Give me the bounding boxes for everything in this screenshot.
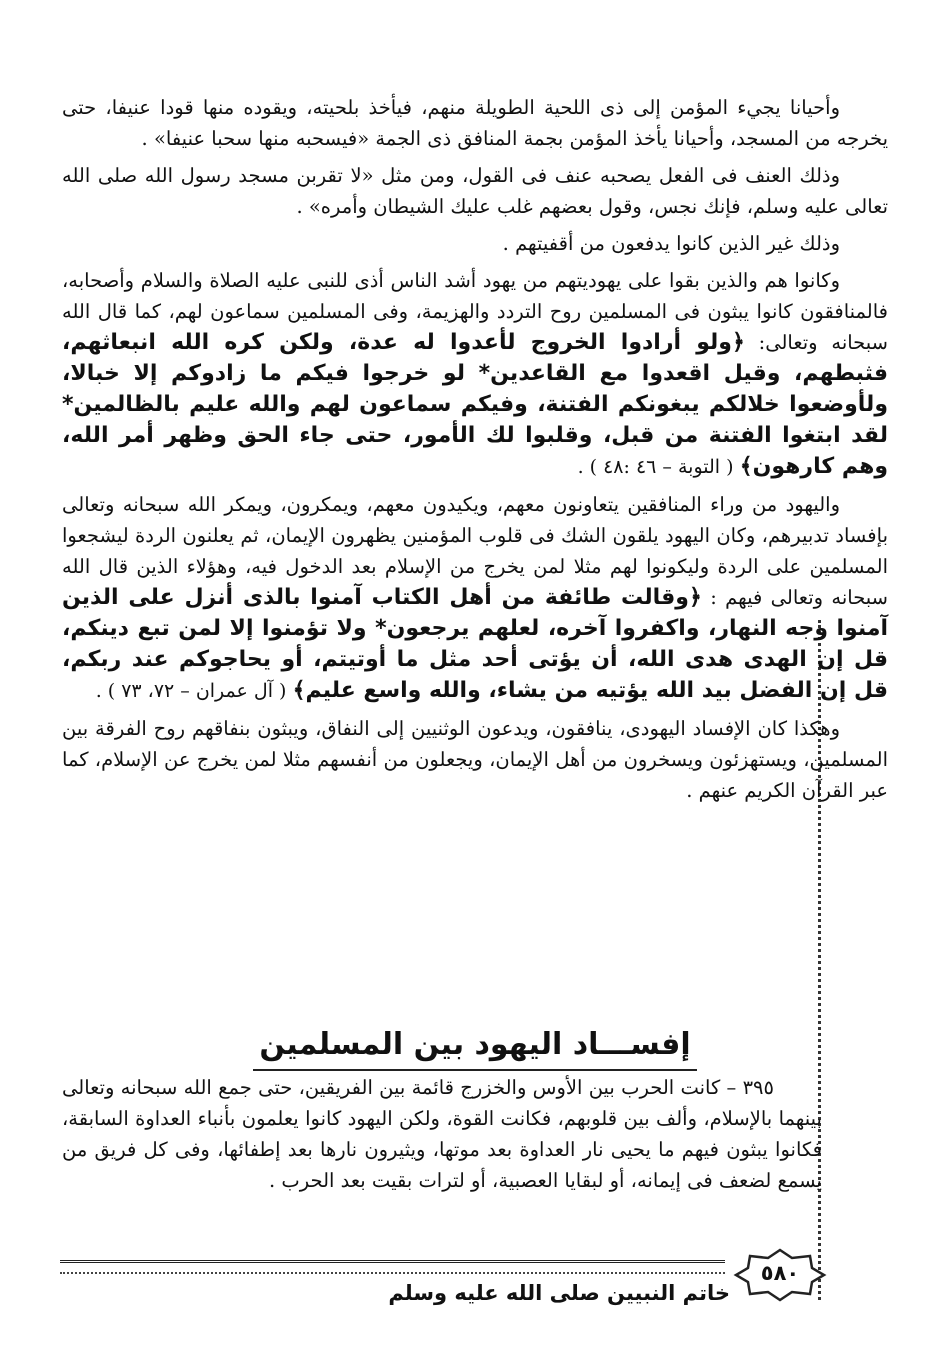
book-title: خاتم النبيين صلى الله عليه وسلم: [388, 1281, 730, 1305]
section-paragraph: [62, 1072, 822, 1196]
paragraph-5: [62, 489, 888, 707]
section-heading: إفســـاد اليهود بين المسلمين: [253, 1023, 696, 1071]
section-body: [62, 1072, 822, 1202]
paragraph-3: [62, 228, 888, 259]
page-number: ٥٨٠: [760, 1261, 800, 1285]
quran-verse: ﴿وقالت طائفة من أهل الكتاب آمنوا بالذى أنزل على الذين آمنوا وجه النهار، واكفروا آخره، لعلهم يرجعون* ولا تؤمنوا إلا لمن تبع دينكم، قل إن الهدى هدى الله، أن يؤتى أحد مثل ما أوتيتم، أو يحاجوكم عند ربكم، قل إن الفضل بيد الله يؤتيه من يشاء، والله واسع عليم﴾: [62, 585, 888, 703]
paragraph-text: وهكذا كان الإفساد اليهودى، ينافقون، ويدعون الوثنيين إلى النفاق، ويبثون بنفاقهم روح الفرقة بين المسلمين، ويستهزئون ويسخرون من أهل الإيمان، ويجعلون من أنفسهم مثلا لمن يخرج عن الإسلام، كما عبر القرآن الكريم عنهم .: [62, 717, 888, 802]
quran-verse: ﴿ولو أرادوا الخروج لأعدوا له عدة، ولكن كره الله انبعاثهم، فثبطهم، وقيل اقعدوا مع القاعدين* لو خرجوا فيكم ما زادوكم إلا خبالا، ولأوضعوا خلالكم يبغونكم الفتنة، وفيكم سماعون لهم والله عليم بالظالمين* لقد ابتغوا الفتنة من قبل، وقلبوا لك الأمور، حتى جاء الحق وظهر أمر الله، وهم كارهون﴾: [62, 330, 888, 479]
footer-rule: [60, 1260, 725, 1263]
page-number-badge: [732, 1248, 828, 1302]
paragraph-text: وذلك غير الذين كانوا يدفعون من أقفيتهم .: [502, 232, 840, 255]
paragraph-text: واليهود من وراء المنافقين يتعاونون معهم، ويكيدون معهم، ويمكرون، ويمكر الله سبحانه وتعالى بإفساد تدبيرهم، وكان اليهود يلقون الشك فى قلوب المؤمنين يظهرون الإيمان، ثم يعلنون الردة ليشجعوا المسلمين على الردة وليكونوا لهم مثلا لمن يخرج من الإسلام بعد الدخول فيه، وهؤلاء الذين قال الله سبحانه وتعالى فيهم :: [62, 493, 889, 609]
paragraph-2: [62, 160, 888, 222]
paragraph-text: وذلك العنف فى الفعل يصحبه عنف فى القول، ومن مثل «لا تقربن مسجد رسول الله صلى الله تعالى عليه وسلم، فإنك نجس، وقول بعضهم غلب عليك الشيطان وأمره» .: [62, 164, 888, 218]
section-heading-wrap: [62, 1023, 888, 1071]
main-text: [62, 92, 888, 812]
paragraph-4: [62, 265, 888, 483]
paragraph-text: ٣٩٥ – كانت الحرب بين الأوس والخزرج قائمة بين الفريقين، حتى جمع الله سبحانه وتعالى بينهما بالإسلام، وألف بين قلوبهم، فكانت القوة، ولكن اليهود كانوا يعلمون بأنباء العداوة السابقة، فكانوا يبثون فيهم ما يحيى نار العداوة بعد موتها، ويثيرون نارها بعد إطفائها، وفى كل فريق من يسمع لضعف فى إيمانه، أو لبقايا العصبية، أو لترات بقيت بعد الحرب .: [62, 1076, 822, 1192]
paragraph-text: وكانوا هم والذين بقوا على يهوديتهم من يهود أشد الناس أذى للنبى عليه الصلاة والسلام وأصحابه، فالمنافقون كانوا يبثون فى المسلمين روح التردد والهزيمة، وفى المسلمين سماعون لهم، كما قال الله سبحانه وتعالى:: [62, 269, 888, 354]
paragraph-text: وأحيانا يجيء المؤمن إلى ذى اللحية الطويلة منهم، فيأخذ بلحيته، ويقوده منها قودا عنيفا، حتى يخرجه من المسجد، وأحيانا يأخذ المؤمن بجمة المنافق ذى الجمة «فيسحبه منها سحبا عنيفا» .: [62, 96, 888, 150]
paragraph-6: [62, 713, 888, 806]
verse-reference: ( آل عمران – ٧٢، ٧٣ ) .: [95, 680, 287, 702]
paragraph-1: [62, 92, 888, 154]
verse-reference: ( التوبة – ٤٦ :٤٨ ) .: [577, 456, 734, 478]
page-footer: [60, 1248, 820, 1328]
footer-rule-dotted: [60, 1272, 725, 1274]
